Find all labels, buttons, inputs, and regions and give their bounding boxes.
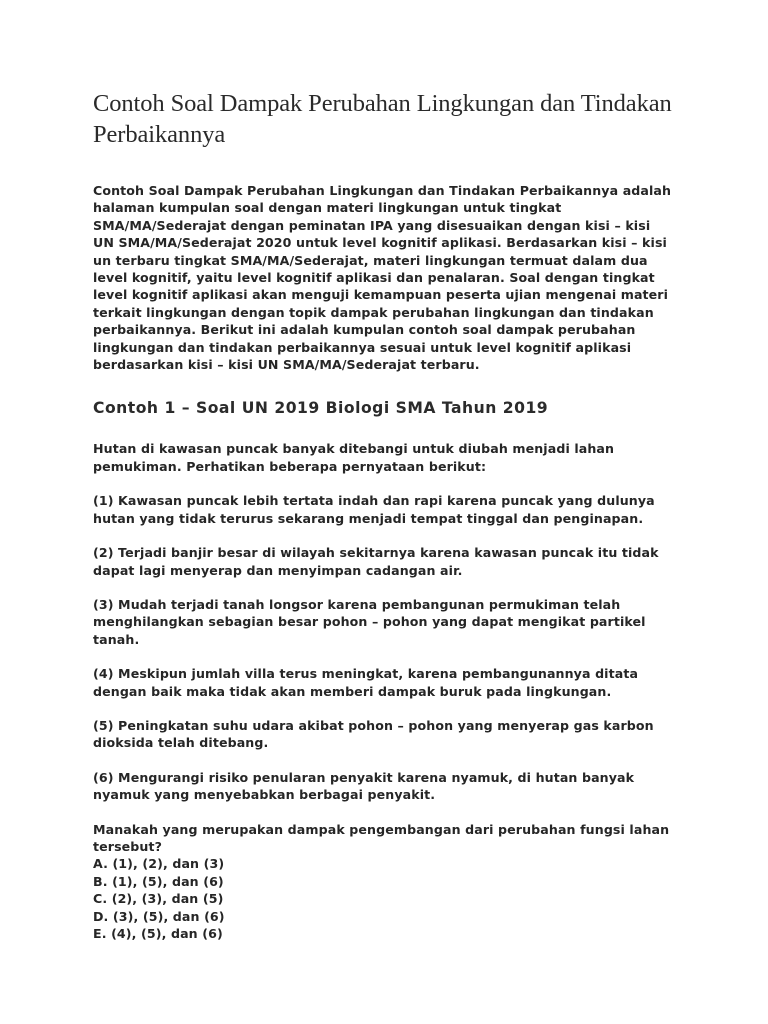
- intro-paragraph: Contoh Soal Dampak Perubahan Lingkungan dan Tindakan Perbaikannya adalah halaman kumpulan soal dengan materi lingkungan untuk tingkat SMA/MA/Sederajat dengan peminatan IPA yang disesuaikan dengan kisi – kisi UN SMA/MA/Sederajat 2020 untuk level kognitif aplikasi. Berdasarkan kisi – kisi un terbaru tingkat SMA/MA/Sederajat, materi lingkungan termuat dalam dua level kognitif, yaitu level kognitif aplikasi dan penalaran. Soal dengan tingkat level kognitif aplikasi akan menguji kemampuan peserta ujian mengenai materi terkait lingkungan dengan topik dampak perubahan lingkungan dan tindakan perbaikannya. Berikut ini adalah kumpulan contoh soal dampak perubahan lingkungan dan tindakan perbaikannya sesuai untuk level kognitif aplikasi berdasarkan kisi – kisi UN SMA/MA/Sederajat terbaru.: [93, 183, 672, 373]
- document-page: [93, 88, 683, 942]
- option-c: C. (2), (3), dan (5): [93, 891, 224, 907]
- answer-options: [93, 855, 683, 942]
- statement-6: (6) Mengurangi risiko penularan penyakit karena nyamuk, di hutan banyak nyamuk yang menyebabkan berbagai penyakit.: [93, 769, 635, 803]
- question-text: Manakah yang merupakan dampak pengembangan dari perubahan fungsi lahan tersebut?: [93, 821, 670, 854]
- example-heading: Contoh 1 – Soal UN 2019 Biologi SMA Tahun 2019: [93, 399, 549, 418]
- statement-5: (5) Peningkatan suhu udara akibat pohon – pohon yang menyerap gas karbon dioksida telah ditebang.: [93, 717, 654, 751]
- option-d: D. (3), (5), dan (6): [93, 908, 225, 924]
- option-e: E. (4), (5), dan (6): [93, 926, 223, 941]
- statement-4: (4) Meskipun jumlah villa terus meningkat, karena pembangunannya ditata dengan baik maka tidak akan memberi dampak buruk pada lingkungan.: [93, 666, 639, 699]
- option-a: A. (1), (2), dan (3): [93, 856, 225, 872]
- question-intro: Hutan di kawasan puncak banyak ditebangi untuk diubah menjadi lahan pemukiman. Perhatikan beberapa pernyataan berikut:: [93, 441, 615, 474]
- option-b: B. (1), (5), dan (6): [93, 873, 224, 889]
- statement-3: (3) Mudah terjadi tanah longsor karena pembangunan permukiman telah menghilangkan sebagian besar pohon – pohon yang dapat mengikat partikel tanah.: [93, 596, 646, 647]
- page-title: Contoh Soal Dampak Perubahan Lingkungan dan Tindakan Perbaikannya: [93, 90, 672, 148]
- statement-2: (2) Terjadi banjir besar di wilayah sekitarnya karena kawasan puncak itu tidak dapat lagi menyerap dan menyimpan cadangan air.: [93, 545, 659, 578]
- statement-1: (1) Kawasan puncak lebih tertata indah dan rapi karena puncak yang dulunya hutan yang tidak terurus sekarang menjadi tempat tinggal dan penginapan.: [93, 493, 655, 526]
